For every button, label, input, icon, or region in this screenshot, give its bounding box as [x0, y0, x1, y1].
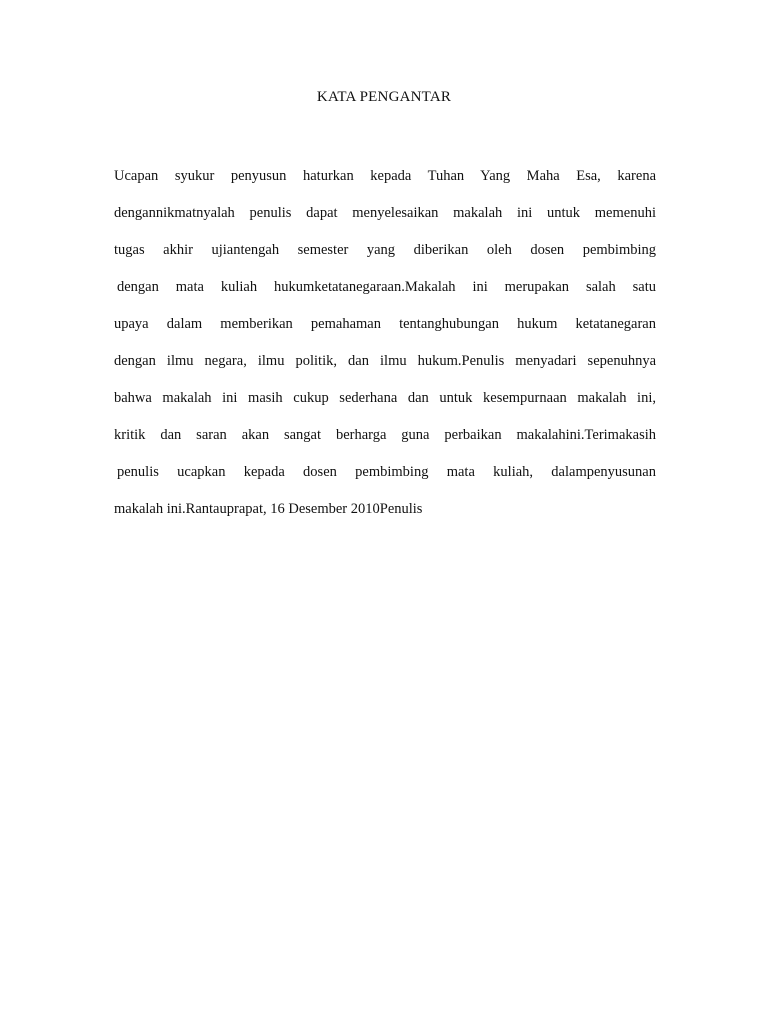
document-title: KATA PENGANTAR: [316, 89, 452, 105]
body-line: dengan ilmu negara, ilmu politik, dan ilmu hukum.Penulis menyadari sepenuhnya: [114, 353, 656, 369]
body-line: Ucapan syukur penyusun haturkan kepada Tuhan Yang Maha Esa, karena: [114, 168, 656, 184]
body-line: makalah ini.Rantauprapat, 16 Desember 2010Penulis: [114, 501, 423, 517]
body-line: kritik dan saran akan sangat berharga guna perbaikan makalahini.Terimakasih: [114, 427, 656, 443]
body-line: upaya dalam memberikan pemahaman tentanghubungan hukum ketatanegaran: [114, 316, 656, 332]
body-line: bahwa makalah ini masih cukup sederhana dan untuk kesempurnaan makalah ini,: [114, 390, 656, 406]
body-line: dengannikmatnyalah penulis dapat menyelesaikan makalah ini untuk memenuhi: [114, 205, 656, 221]
document-body: [114, 162, 656, 532]
body-line: dengan mata kuliah hukumketatanegaraan.Makalah ini merupakan salah satu: [117, 279, 656, 295]
body-line: tugas akhir ujiantengah semester yang diberikan oleh dosen pembimbing: [114, 242, 656, 258]
body-line: penulis ucapkan kepada dosen pembimbing mata kuliah, dalampenyusunan: [117, 464, 656, 480]
